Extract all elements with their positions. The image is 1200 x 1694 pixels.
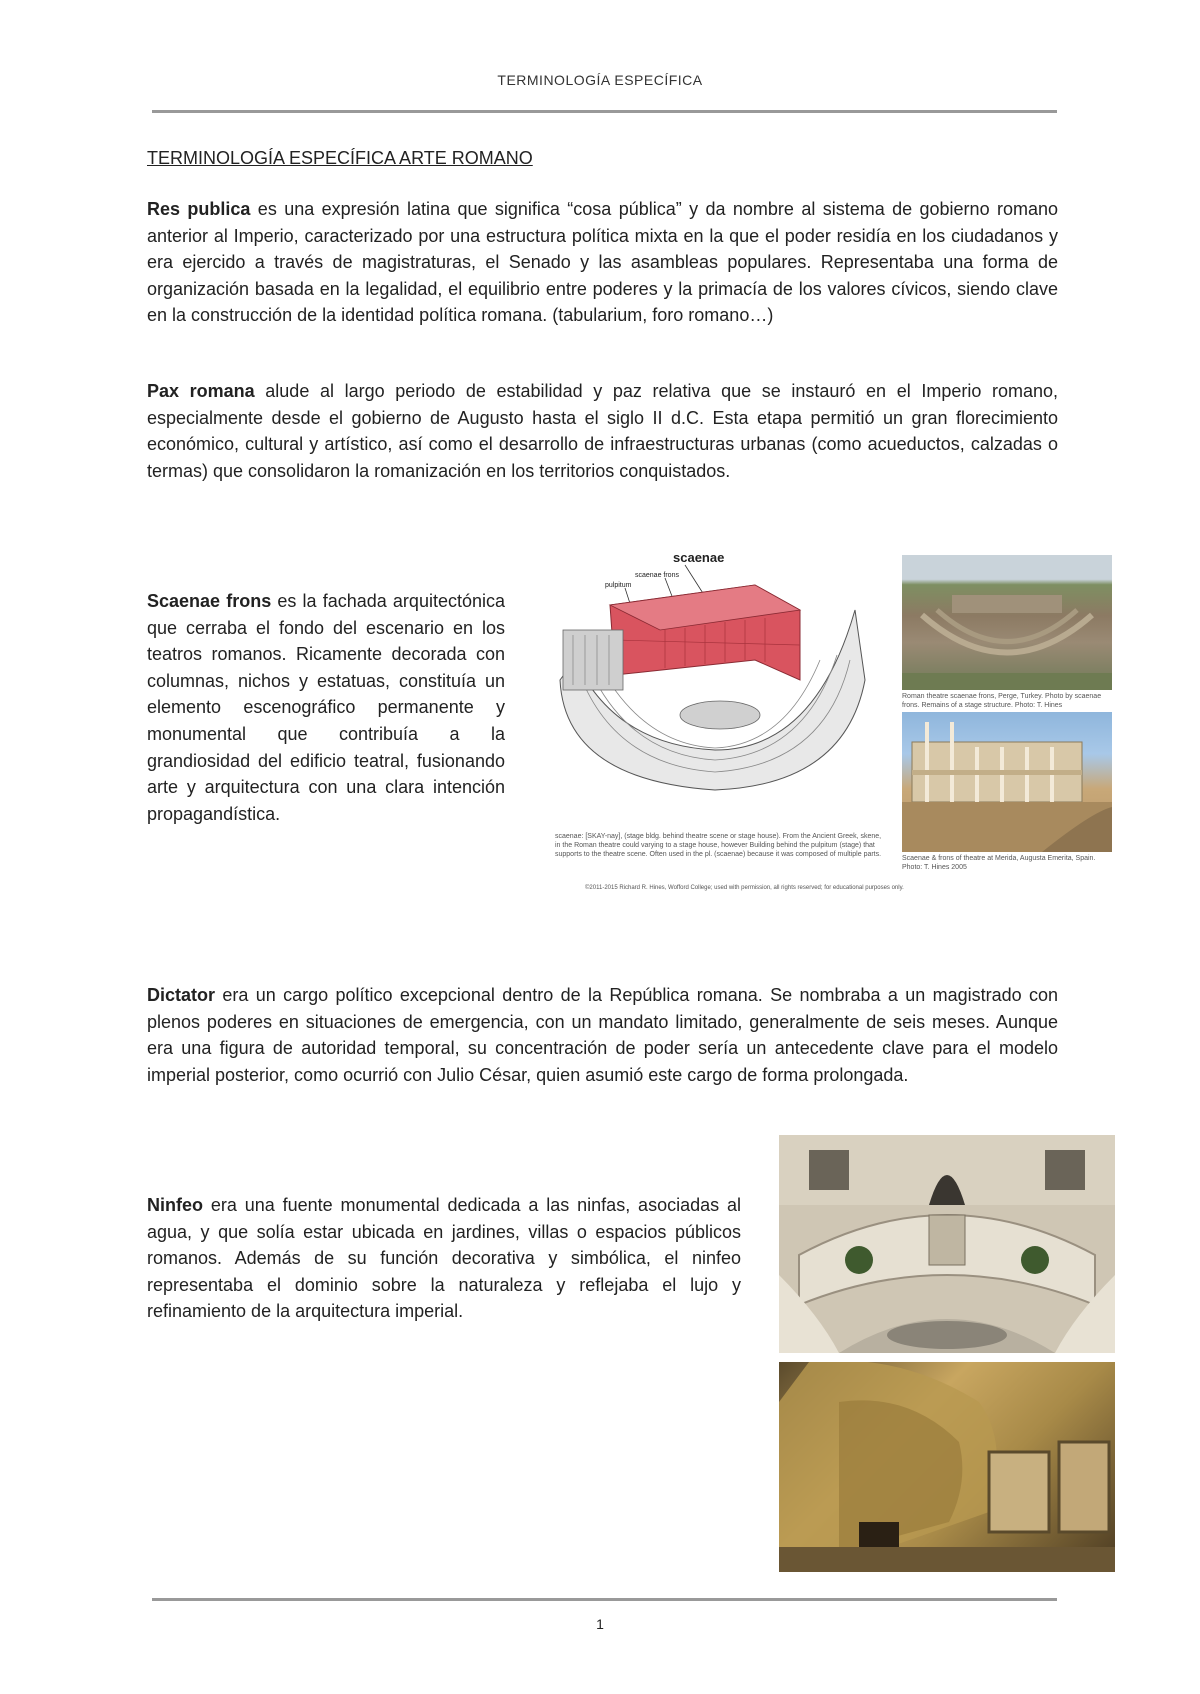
photo-merida-caption: Scaenae & frons of theatre at Merida, Augusta Emerita, Spain. Photo: T. Hines 2005 — [902, 855, 1096, 871]
paragraph-dictator — [147, 982, 1058, 1088]
definition-pax-romana: alude al largo periodo de estabilidad y paz relativa que se instauró en el Imperio romano, especialmente desde el gobierno de Augusto hasta el siglo II d.C. Esta etapa permitió un gran florecimiento económico, cultural y artístico, así como el desarrollo de infraestructuras urbanas (como acueductos, calzadas o termas) que consolidaron la romanización en los territorios conquistados. — [147, 381, 1058, 481]
definition-res-publica: es una expresión latina que significa “cosa pública” y da nombre al sistema de gobierno romano anterior al Imperio, caracterizado por una estructura política mixta en la que el poder residía en los ciudadanos y era ejercido a través de magistraturas, el Senado y las asambleas populares. Representaba una forma de organización basada en la legalidad, el equilibrio entre poderes y la primacía de los valores cívicos, siendo clave en la construcción de la identidad política romana. (tabularium, foro romano…) — [147, 199, 1058, 326]
definition-scaenae-frons: es la fachada arquitectónica que cerraba el fondo del escenario en los teatros romanos. Ricamente decorada con columnas, nichos y estatuas, constituía un elemento escenográfico permanente y monumental que contribuía a la grandiosidad del edificio teatral, fusionando arte y arquitectura con una clara intención propagandística. — [147, 591, 505, 824]
definition-ninfeo: era una fuente monumental dedicada a las ninfas, asociadas al agua, y que solía estar ubicada en jardines, villas o espacios públicos romanos. Además de su función decorativa y simbólica, el ninfeo representaba el dominio sobre la naturaleza y reflejaba el lujo y refinamiento de la arquitectura imperial. — [147, 1195, 741, 1322]
figure-credit: ©2011-2015 Richard R. Hines, Wofford College; used with permission, all rights reserved; for educational purposes only. — [585, 885, 904, 891]
term-ninfeo: Ninfeo — [147, 1195, 203, 1215]
paragraph-ninfeo — [147, 1192, 741, 1325]
footer-rule — [152, 1598, 1057, 1601]
term-res-publica: Res publica — [147, 199, 251, 219]
diagram-caption: scaenae: [SKAY-nay], (stage bldg. behind theatre scene or stage house). From the Ancient Greek, skene, in the Roman theatre could varying to a stage house, however Building behind the pulpitum (stage) that supports to the theatre scene. Often used in the pl. (scaenae) because it was composed of multiple parts. — [555, 833, 882, 858]
term-pax-romana: Pax romana — [147, 381, 255, 401]
photo-theatre-ruins-perge — [902, 555, 1112, 690]
roman-theatre-diagram — [555, 550, 885, 830]
paragraph-res-publica — [147, 196, 1058, 329]
page-number: 1 — [596, 1616, 604, 1632]
paragraph-pax-romana — [147, 378, 1058, 484]
term-scaenae-frons: Scaenae frons — [147, 591, 272, 611]
header-rule — [152, 110, 1057, 113]
paragraph-scaenae-frons — [147, 588, 505, 827]
term-dictator: Dictator — [147, 985, 216, 1005]
section-title: TERMINOLOGÍA ESPECÍFICA ARTE ROMANO — [147, 148, 533, 168]
running-header: TERMINOLOGÍA ESPECÍFICA — [497, 72, 703, 88]
label-scaenae-frons: scaenae frons — [635, 572, 679, 579]
diagram-title: scaenae — [673, 550, 725, 565]
photo-theatre-merida — [902, 712, 1112, 852]
photo-perge-caption: Roman theatre scaenae frons, Perge, Turkey. Photo by scaenae frons. Remains of a stage structure. Photo: T. Hines — [902, 693, 1102, 709]
definition-dictator: era un cargo político excepcional dentro de la República romana. Se nombraba a un magistrado con plenos poderes en situaciones de emergencia, con un mandato limitado, generalmente de seis meses. Aunque era una figura de autoridad temporal, su concentración de poder sería un antecedente clave para el modelo imperial posterior, como ocurrió con Julio César, quien asumió este cargo de forma prolongada. — [147, 985, 1058, 1085]
label-pulpitum: pulpitum — [605, 582, 632, 589]
photo-nymphaeum-villa — [779, 1135, 1115, 1353]
photo-nymphaeum-grotto — [779, 1362, 1115, 1572]
